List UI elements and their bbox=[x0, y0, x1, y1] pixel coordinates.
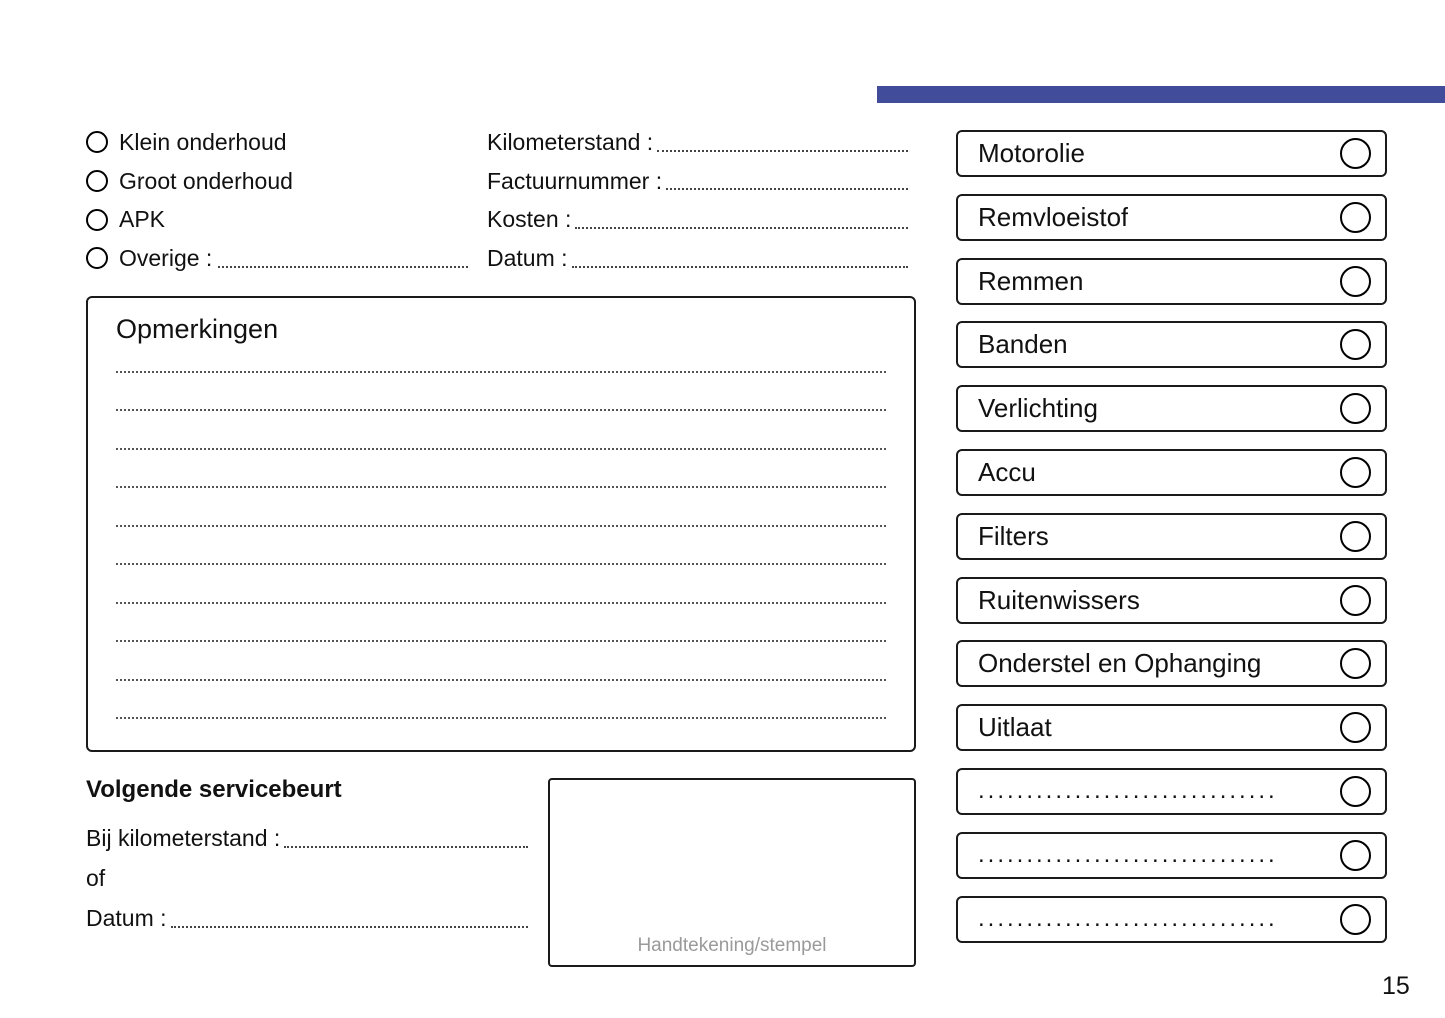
checklist-item-onderstel-en-ophanging bbox=[956, 640, 1387, 687]
field-kosten bbox=[487, 200, 908, 239]
checkbox-icon[interactable] bbox=[1340, 648, 1371, 679]
field-datum bbox=[487, 239, 908, 278]
fill-in-line[interactable] bbox=[666, 188, 908, 190]
checklist-item-banden bbox=[956, 321, 1387, 368]
ruled-line bbox=[116, 488, 886, 527]
checklist bbox=[956, 130, 1387, 959]
next-service-or-row bbox=[86, 858, 528, 898]
checklist-label: Uitlaat bbox=[978, 712, 1052, 743]
field-label: Bij kilometerstand : bbox=[86, 824, 281, 851]
fill-in-line[interactable] bbox=[572, 266, 908, 268]
checklist-blank-label: ............................... bbox=[978, 905, 1278, 933]
radio-icon[interactable] bbox=[86, 170, 108, 192]
radio-icon[interactable] bbox=[86, 209, 108, 231]
checklist-item-blank-2 bbox=[956, 832, 1387, 879]
accent-bar bbox=[877, 86, 1445, 103]
checkbox-icon[interactable] bbox=[1340, 393, 1371, 424]
field-kilometerstand bbox=[487, 123, 908, 162]
fill-in-line[interactable] bbox=[218, 266, 468, 268]
checklist-label: Filters bbox=[978, 520, 1049, 551]
option-overige bbox=[86, 239, 468, 278]
ruled-line bbox=[116, 681, 886, 720]
checklist-label: Remmen bbox=[978, 265, 1084, 296]
checklist-item-blank-3 bbox=[956, 896, 1387, 943]
remarks-title: Opmerkingen bbox=[116, 314, 279, 344]
option-label: APK bbox=[119, 206, 166, 233]
field-label: Factuurnummer : bbox=[487, 167, 663, 194]
ruled-line bbox=[116, 565, 886, 604]
option-groot-onderhoud bbox=[86, 162, 468, 201]
radio-icon[interactable] bbox=[86, 131, 108, 153]
checklist-label: Verlichting bbox=[978, 393, 1098, 424]
invoice-fields bbox=[487, 123, 908, 278]
remarks-box bbox=[86, 296, 916, 752]
checkbox-icon[interactable] bbox=[1340, 266, 1371, 297]
field-label: Datum : bbox=[487, 244, 568, 271]
checkbox-icon[interactable] bbox=[1340, 202, 1371, 233]
checklist-label: Remvloeistof bbox=[978, 201, 1129, 232]
checkbox-icon[interactable] bbox=[1340, 840, 1371, 871]
ruled-line bbox=[116, 604, 886, 643]
checkbox-icon[interactable] bbox=[1340, 776, 1371, 807]
checkbox-icon[interactable] bbox=[1340, 712, 1371, 743]
remark-lines bbox=[116, 334, 886, 719]
checklist-item-blank-1 bbox=[956, 768, 1387, 815]
ruled-line bbox=[116, 450, 886, 489]
checkbox-icon[interactable] bbox=[1340, 585, 1371, 616]
option-label: Overige : bbox=[119, 244, 213, 271]
checklist-item-remvloeistof bbox=[956, 194, 1387, 241]
checklist-blank-label: ............................... bbox=[978, 777, 1278, 805]
checklist-item-uitlaat bbox=[956, 704, 1387, 751]
signature-label: Handtekening/stempel bbox=[637, 935, 827, 956]
service-type-options bbox=[86, 123, 468, 278]
signature-area[interactable] bbox=[548, 778, 916, 967]
next-service-km-row bbox=[86, 818, 528, 858]
next-service-title: Volgende servicebeurt bbox=[86, 776, 342, 803]
checklist-label: Onderstel en Ophanging bbox=[978, 648, 1262, 679]
option-apk bbox=[86, 200, 468, 239]
field-factuurnummer bbox=[487, 162, 908, 201]
checklist-blank-label: ............................... bbox=[978, 841, 1278, 869]
checkbox-icon[interactable] bbox=[1340, 138, 1371, 169]
ruled-line bbox=[116, 642, 886, 681]
next-service-section bbox=[86, 776, 528, 938]
checklist-label: Ruitenwissers bbox=[978, 584, 1140, 615]
fill-in-line[interactable] bbox=[284, 846, 528, 848]
ruled-line bbox=[116, 373, 886, 412]
fill-in-line[interactable] bbox=[575, 227, 908, 229]
field-label: of bbox=[86, 864, 106, 891]
option-label: Groot onderhoud bbox=[119, 167, 293, 194]
checklist-label: Accu bbox=[978, 456, 1036, 487]
option-klein-onderhoud bbox=[86, 123, 468, 162]
page-number: 15 bbox=[1382, 972, 1410, 1000]
option-label: Klein onderhoud bbox=[119, 128, 287, 155]
checkbox-icon[interactable] bbox=[1340, 904, 1371, 935]
ruled-line bbox=[116, 527, 886, 566]
field-label: Kilometerstand : bbox=[487, 128, 654, 155]
next-service-date-row bbox=[86, 898, 528, 938]
radio-icon[interactable] bbox=[86, 247, 108, 269]
checkbox-icon[interactable] bbox=[1340, 329, 1371, 360]
field-label: Datum : bbox=[86, 904, 167, 931]
checklist-item-ruitenwissers bbox=[956, 577, 1387, 624]
checklist-item-motorolie bbox=[956, 130, 1387, 177]
checklist-label: Motorolie bbox=[978, 138, 1085, 168]
checklist-label: Banden bbox=[978, 329, 1068, 360]
checklist-item-verlichting bbox=[956, 385, 1387, 432]
checkbox-icon[interactable] bbox=[1340, 521, 1371, 552]
checklist-item-accu bbox=[956, 449, 1387, 496]
ruled-line bbox=[116, 411, 886, 450]
ruled-line bbox=[116, 334, 886, 373]
fill-in-line[interactable] bbox=[657, 150, 908, 152]
checklist-item-remmen bbox=[956, 258, 1387, 305]
fill-in-line[interactable] bbox=[171, 926, 528, 928]
checklist-item-filters bbox=[956, 513, 1387, 560]
field-label: Kosten : bbox=[487, 206, 572, 233]
checkbox-icon[interactable] bbox=[1340, 457, 1371, 488]
